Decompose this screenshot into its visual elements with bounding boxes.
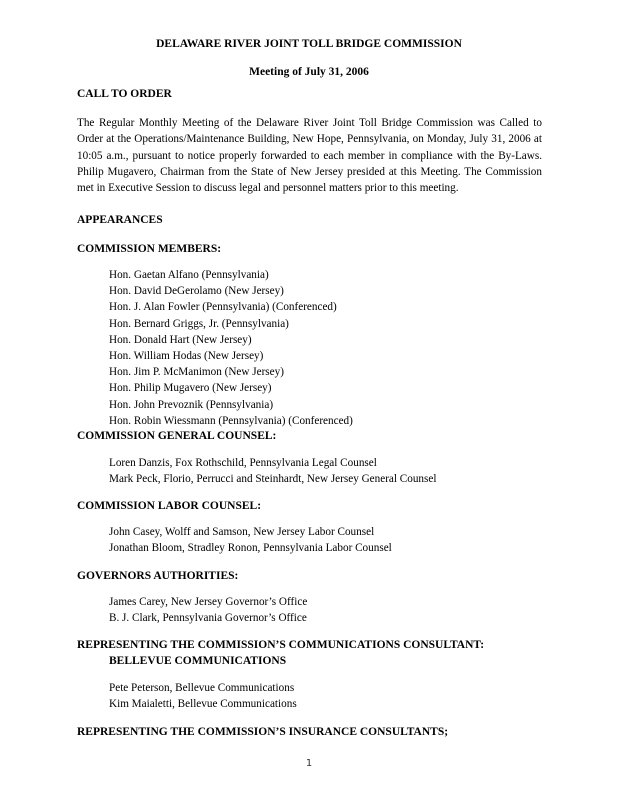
list-item: Mark Peck, Florio, Perrucci and Steinhardt, New Jersey General Counsel	[109, 473, 437, 486]
labor-counsel-list	[109, 524, 392, 556]
appearances-heading: APPEARANCES	[77, 214, 163, 226]
list-item: Hon. Philip Mugavero (New Jersey)	[109, 382, 272, 395]
communications-consultant-subheading: BELLEVUE COMMUNICATIONS	[109, 655, 287, 667]
document-title: DELAWARE RIVER JOINT TOLL BRIDGE COMMISSION	[156, 38, 462, 50]
list-item: Hon. Gaetan Alfano (Pennsylvania)	[109, 269, 269, 281]
list-item: Hon. Robin Wiessmann (Pennsylvania) (Conferenced)	[109, 414, 353, 427]
list-item: Hon. William Hodas (New Jersey)	[109, 350, 264, 363]
commission-members-list	[109, 267, 353, 429]
general-counsel-list	[109, 455, 436, 487]
governors-authorities-heading: GOVERNORS AUTHORITIES:	[77, 570, 239, 582]
call-to-order-heading: CALL TO ORDER	[77, 88, 172, 100]
governors-authorities-list	[109, 594, 307, 626]
commission-members-heading: COMMISSION MEMBERS:	[77, 243, 222, 255]
list-item: Hon. Jim P. McManimon (New Jersey)	[109, 366, 284, 379]
meeting-date: Meeting of July 31, 2006	[249, 66, 369, 78]
list-item: B. J. Clark, Pennsylvania Governor’s Office	[109, 612, 307, 625]
list-item: Loren Danzis, Fox Rothschild, Pennsylvania Legal Counsel	[109, 457, 377, 469]
communications-consultant-heading: REPRESENTING THE COMMISSION’S COMMUNICATIONS CONSULTANT:	[77, 639, 485, 651]
labor-counsel-heading: COMMISSION LABOR COUNSEL:	[77, 500, 262, 512]
communications-consultant-list	[109, 680, 297, 712]
list-item: Hon. David DeGerolamo (New Jersey)	[109, 285, 284, 298]
page-number: 1	[305, 758, 313, 769]
list-item: James Carey, New Jersey Governor’s Office	[109, 596, 308, 608]
list-item: Hon. Bernard Griggs, Jr. (Pennsylvania)	[109, 317, 289, 330]
list-item: Hon. J. Alan Fowler (Pennsylvania) (Conferenced)	[109, 301, 337, 314]
general-counsel-heading: COMMISSION GENERAL COUNSEL:	[77, 430, 277, 442]
list-item: Jonathan Bloom, Stradley Ronon, Pennsylvania Labor Counsel	[109, 542, 392, 555]
list-item: John Casey, Wolff and Samson, New Jersey Labor Counsel	[109, 526, 375, 538]
insurance-consultants-heading: REPRESENTING THE COMMISSION’S INSURANCE CONSULTANTS;	[77, 726, 449, 738]
list-item: Kim Maialetti, Bellevue Communications	[109, 698, 297, 711]
list-item: Pete Peterson, Bellevue Communications	[109, 682, 295, 694]
call-to-order-text: The Regular Monthly Meeting of the Delaware River Joint Toll Bridge Commission was Called to Order at the Operations/Maintenance Building, New Hope, Pennsylvania, on Monday, July 31, 2006 at 10:05 a.m., pursuant to notice properly forwarded to each member in compliance with the By-Laws. Philip Mugavero, Chairman from the State of New Jersey presided at this Meeting. The Commission met in Executive Session to discuss legal and personnel matters prior to this meeting.	[77, 117, 542, 195]
list-item: Hon. John Prevoznik (Pennsylvania)	[109, 398, 274, 411]
list-item: Hon. Donald Hart (New Jersey)	[109, 333, 252, 346]
